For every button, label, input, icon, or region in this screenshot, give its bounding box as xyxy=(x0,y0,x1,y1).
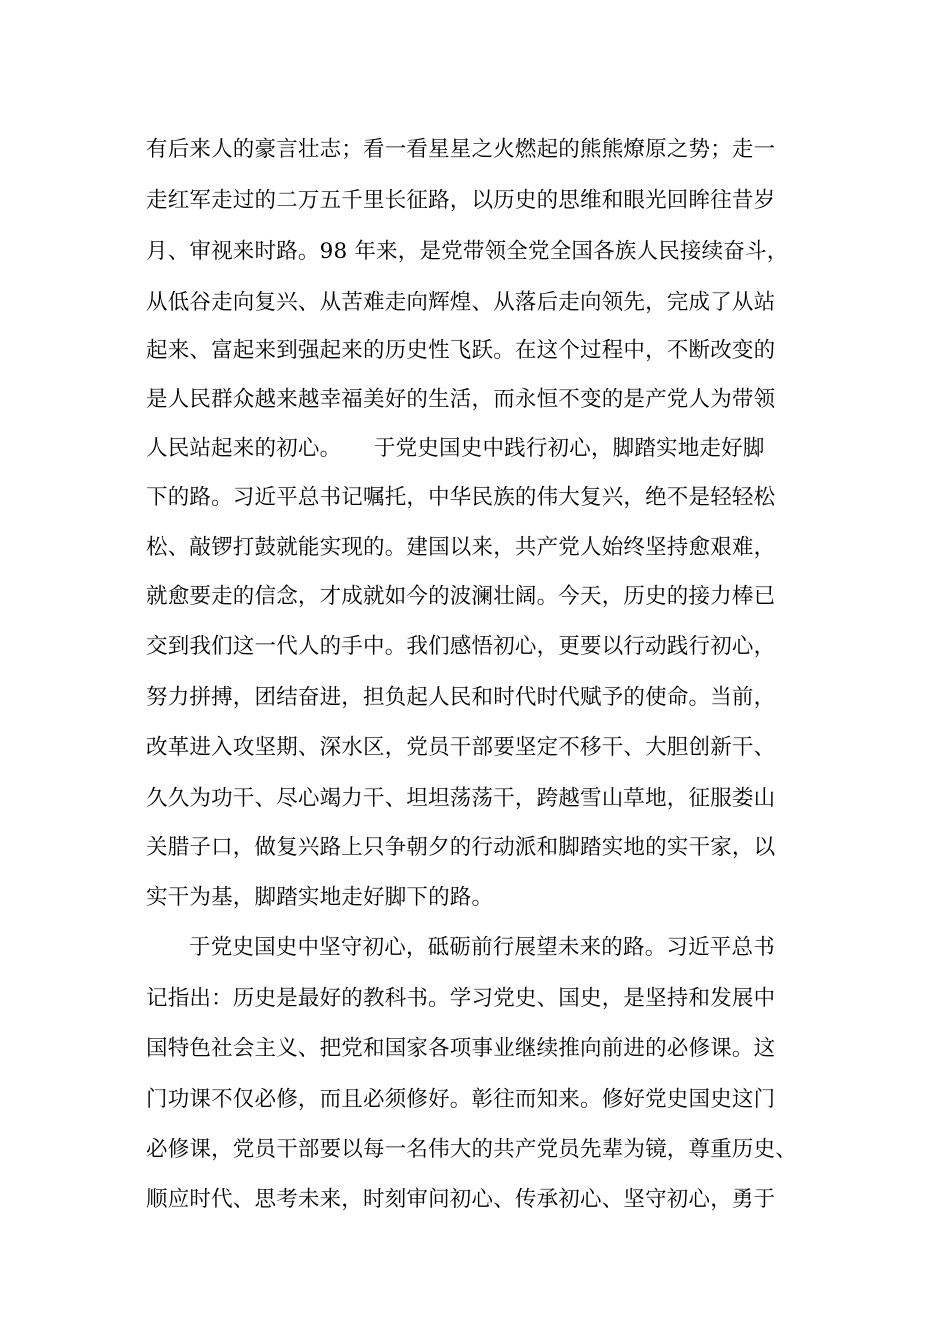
text-line: 月、审视来时路。98 年来，是党带领全党全国各族人民接续奋斗， xyxy=(146,239,789,264)
text-line: 记指出：历史是最好的教科书。学习党史、国史，是坚持和发展中 xyxy=(146,986,776,1011)
text-line: 走红军走过的二万五千里长征路，以历史的思维和眼光回眸往昔岁 xyxy=(146,188,776,213)
text-line: 是人民群众越来越幸福美好的生活，而永恒不变的是产党人为带领 xyxy=(146,387,776,412)
text-line: 顺应时代、思考未来，时刻审问初心、传承初心、坚守初心，勇于 xyxy=(146,1187,776,1212)
text-line: 有后来人的豪言壮志；看一看星星之火燃起的熊熊燎原之势；走一 xyxy=(146,137,776,162)
text-line: 必修课，党员干部要以每一名伟大的共产党员先辈为镜，尊重历史、 xyxy=(146,1137,798,1162)
text-line: 国特色社会主义、把党和国家各项事业继续推向前进的必修课。这 xyxy=(146,1036,776,1061)
text-line: 从低谷走向复兴、从苦难走向辉煌、从落后走向领先，完成了从站 xyxy=(146,290,776,315)
text-line: 实干为基，脚踏实地走好脚下的路。 xyxy=(146,885,494,910)
text-line: 努力拼搏，团结奋进，担负起人民和时代时代赋予的使命。当前， xyxy=(146,685,776,710)
text-line: 改革进入攻坚期、深水区，党员干部要坚定不移干、大胆创新干、 xyxy=(146,735,776,760)
text-line: 交到我们这一代人的手中。我们感悟初心，更要以行动践行初心， xyxy=(146,634,776,659)
text-line: 人民站起来的初心。 于党史国史中践行初心，脚踏实地走好脚 xyxy=(146,436,765,461)
text-line: 松、敲锣打鼓就能实现的。建国以来，共产党人始终坚持愈艰难， xyxy=(146,535,776,560)
text-line: 起来、富起来到强起来的历史性飞跃。在这个过程中，不断改变的 xyxy=(146,338,776,363)
text-line: 门功课不仅必修，而且必须修好。彰往而知来。修好党史国史这门 xyxy=(146,1087,776,1112)
text-line: 下的路。习近平总书记嘱托，中华民族的伟大复兴，绝不是轻轻松 xyxy=(146,485,776,510)
text-line: 关腊子口，做复兴路上只争朝夕的行动派和脚踏实地的实干家，以 xyxy=(146,835,776,860)
paragraph-first-line: 于党史国史中坚守初心，砥砺前行展望未来的路。习近平总书 xyxy=(189,935,775,960)
text-line: 就愈要走的信念，才成就如今的波澜壮阔。今天，历史的接力棒已 xyxy=(146,584,776,609)
text-line: 久久为功干、尽心竭力干、坦坦荡荡干，跨越雪山草地，征服娄山 xyxy=(146,786,776,811)
